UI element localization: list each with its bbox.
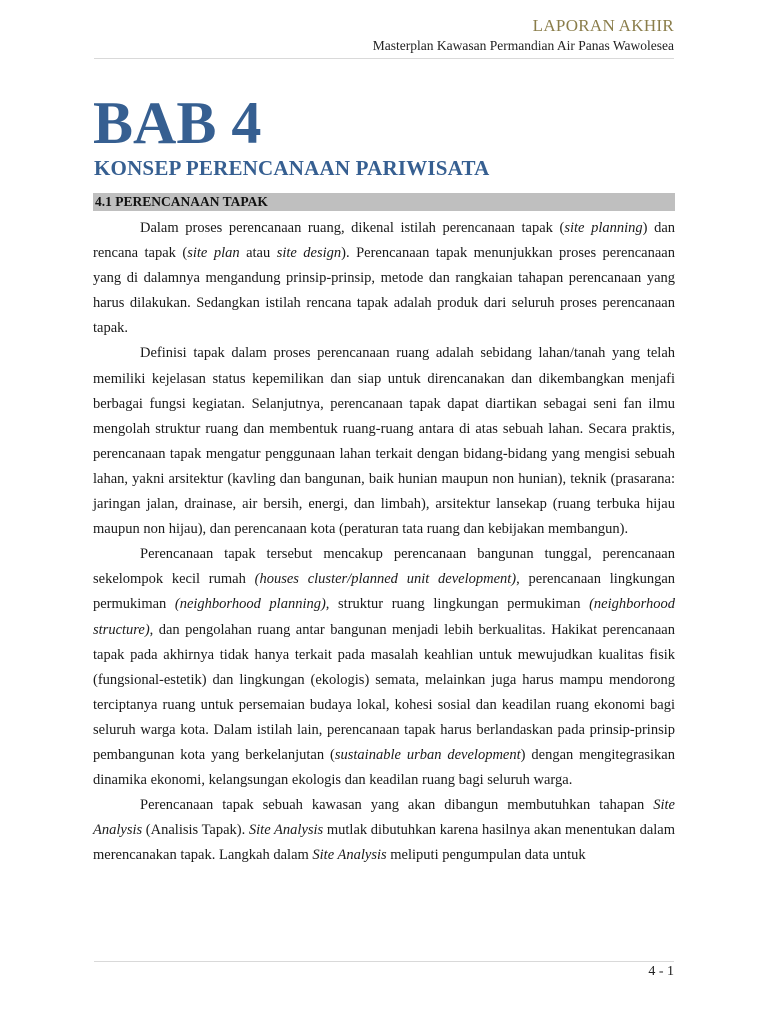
page-header	[373, 16, 674, 54]
paragraph-4: Perencanaan tapak sebuah kawasan yang akan dibangun membutuhkan tahapan Site Analysis (Analisis Tapak). Site Analysis mutlak dibutuhkan karena hasilnya akan menentukan dalam merencanakan tapak. Langkah dalam Site Analysis meliputi pengumpulan data untuk	[93, 797, 676, 864]
section-heading-bar	[93, 193, 675, 211]
header-divider	[94, 58, 674, 59]
body-text	[93, 216, 675, 868]
report-subtitle: Masterplan Kawasan Permandian Air Panas Wawolesea	[372, 38, 674, 53]
page-number: 4 - 1	[648, 964, 674, 979]
paragraph-2: Definisi tapak dalam proses perencanaan ruang adalah sebidang lahan/tanah yang telah memiliki kejelasan status kepemilikan dan siap untuk direncanakan dan dikembangkan menjafi berbagai fungsi kegiatan. Selanjutnya, perencanaan tapak dapat diartikan sebagai seni fan ilmu mengolah struktur ruang dan membentuk ruang-ruang antara di atas sebuah lahan. Secara praktis, perencanaan tapak mengatur penggunaan lahan terkait dengan bidang-bidang yang mengisi sebuah lahan, yakni arsitektur (kavling dan bangunan, baik hunian maupun non hunian), teknik (prasarana: jaringan jalan, drainase, air bersih, energi, dan limbah), arsitektur lansekap (ruang terbuka hijau maupun non hijau), dan perencanaan kota (peraturan tata ruang dan kebijakan membangun).	[93, 345, 675, 538]
chapter-label: BAB 4	[93, 90, 262, 156]
paragraph-3: Perencanaan tapak tersebut mencakup perencanaan bangunan tunggal, perencanaan sekelompok kecil rumah (houses cluster/planned unit development), perencanaan lingkungan permukiman (neighborhood planning), struktur ruang lingkungan permukiman (neighborhood structure), dan pengolahan ruang antar bangunan menjadi lebih berkualitas. Hakikat perencanaan tapak pada akhirnya tidak hanya terkait pada masalah keahlian untuk mewujudkan kualitas fisik (fungsional-estetik) dan lingkungan (ekologis) semata, melainkan juga harus mampu mendorong terciptanya ruang untuk persemaian budaya lokal, kohesi sosial dan keadilan ruang ekonomi bagi seluruh warga kota. Dalam istilah lain, perencanaan tapak harus berlandaskan pada prinsip-prinsip pembangunan kota yang berkelanjutan (sustainable urban development) dengan mengitegrasikan dinamika ekonomi, kelangsungan ekologis dan keadilan ruang bagi seluruh warga.	[93, 546, 676, 789]
chapter-title: KONSEP PERENCANAAN PARIWISATA	[94, 156, 490, 180]
section-heading: 4.1 PERENCANAAN TAPAK	[95, 194, 268, 209]
footer-divider	[94, 961, 674, 962]
report-title: LAPORAN AKHIR	[532, 16, 674, 35]
paragraph-1: Dalam proses perencanaan ruang, dikenal istilah perencanaan tapak (site planning) dan rencana tapak (site plan atau site design). Perencanaan tapak menunjukkan proses perencanaan yang di dalamnya mengandung prinsip-prinsip, metode dan rangkaian tahapan perencanaan yang harus dilakukan. Sedangkan istilah rencana tapak adalah produk dari seluruh proses perencanaan tapak.	[93, 220, 676, 337]
